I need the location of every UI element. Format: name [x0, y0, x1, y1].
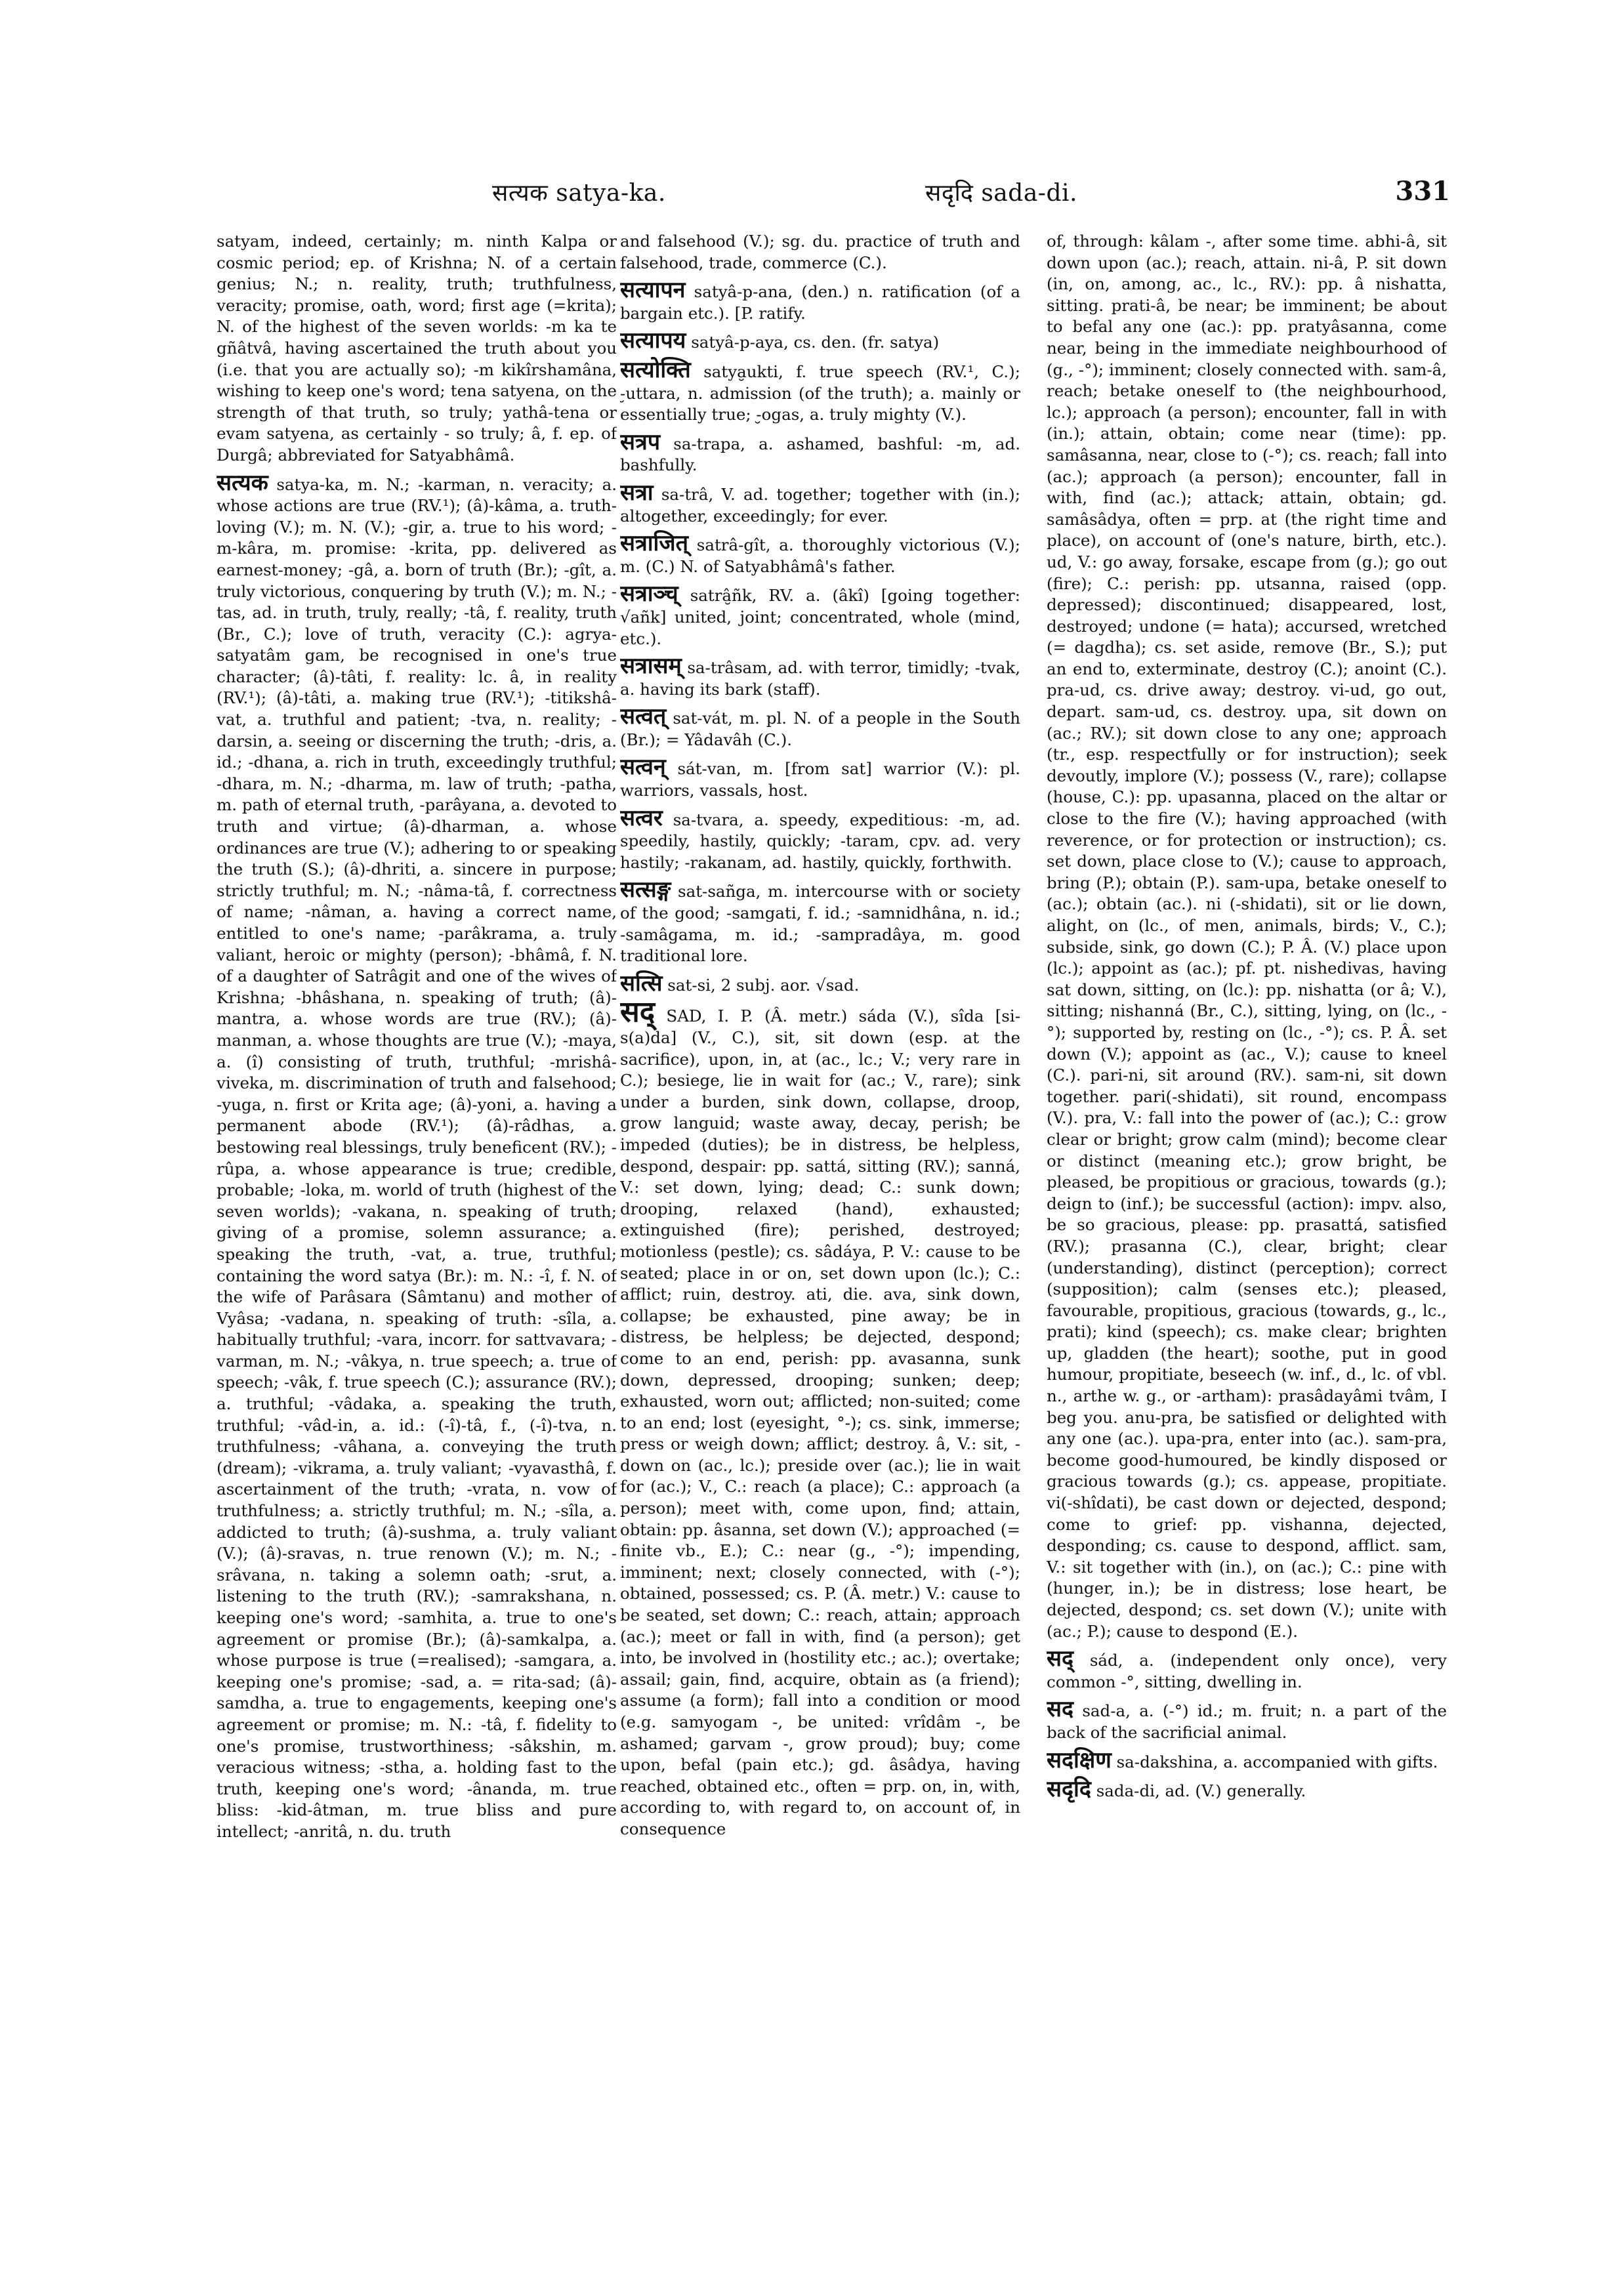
headword-devanagari: सत्यापय	[620, 327, 686, 354]
dictionary-entry	[620, 279, 1020, 324]
entry-text: sa-trapa, a. ashamed, bashful: -m, ad. bashfully.	[620, 434, 1020, 475]
entry-text: sat-si, 2 subj. aor. √sad.	[667, 975, 860, 995]
headword-devanagari: सदक्षिण	[1047, 1747, 1112, 1773]
dictionary-entry	[620, 970, 1020, 997]
entry-text: satrâ̮ñk, RV. a. (âkî) [going together: √añk] united, joint; concentrated, whole (mind, etc.).	[620, 586, 1020, 648]
dictionary-entry	[620, 756, 1020, 801]
dictionary-entry	[1047, 1747, 1447, 1773]
headword-devanagari: सत्रासम्	[620, 653, 682, 680]
running-head-center: सदृदि sada-di.	[925, 180, 1077, 207]
column-2	[620, 231, 1020, 2134]
entry-text: sa-trâ, V. ad. together; together with (in.); altogether, exceedingly; for ever.	[620, 484, 1020, 526]
entry-text: of, through: kâlam -, after some time. abhi-â, sit down upon (ac.); reach, attain. ni-â, P. sit down (in, on, among, ac., lc., RV.): pp. â nishatta, sitting. prati-â, be near; be imminent; be about to befal any one (ac.): pp. pratyâsanna, come near, being in the immediate neighbourhood of (g., -°); imminent; closely connected with. sam-â, reach; betake oneself to (the neighbourhood, lc.); approach (a person); encounter, fall in with (in.); attain, obtain; come near (time): pp. samâsanna, near, close to (-°); cs. reach; fall into (ac.); approach (a person); encounter, fall in with, find (ac.); attack; attain, obtain; gd. samâsâdya, often = prp. at (the right time and place), on account of (one's nature, birth, etc.). ud, V.: go away, forsake, escape from (g.); go out (fire); C.: perish: pp. utsanna, raised (opp. depressed); discontinued; disappeared, lost, destroyed; undone (= hata); accursed, wretched (= dagdha); cs. set aside, remove (Br., S.); put an end to, exterminate, destroy (C.); anoint (C.). pra-ud, cs. drive away; destroy. vi-ud, go out, depart. sam-ud, cs. destroy. upa, sit down on (ac.; RV.); sit down close to any one; approach (tr., esp. respectfully or for instruction); seek devoutly, implore (V.); possess (V., rare); collapse (house, C.): pp. upasanna, placed on the altar or close to the fire (V.); having approached (with reverence, or for protection or instruction); cs. set down, place close to (V.); cause to approach, bring (P.); obtain (P.). sam-upa, betake oneself to (ac.); obtain (ac.). ni (-shidati), sit or lie down, alight, on (lc., of men, animals, birds; V., C.); subside, sink, go down (C.); P. Â. (V.) place upon (lc.); appoint as (ac.); pf. pt. nishedivas, having sat down, sitting, on (lc.): pp. nishatta (or â; V.), sitting; nishanná (Br., C.), sitting, lying, on (lc., -°); supported by, resting on (lc., -°); cs. P. Â. set down (V.); appoint as (ac., V.); cause to kneel (C.). pari-ni, sit around (RV.). sam-ni, sit down together. pari(-shidati), sit round, encompass (V.). pra, V.: fall into the power of (ac.); C.: grow clear or bright; grow calm (mind); become clear or distinct (meaning etc.); grow bright, be pleased, be propitious or gracious, towards (g.); deign to (inf.); be successful (action): impv. also, be so gracious, please: pp. prasattá, satisfied (RV.); prasanna (C.), clear, bright; clear (understanding), distinct (perception); correct (supposition); calm (senses etc.); pleased, favourable, propitious, gracious (towards, g., lc., prati); kind (speech); cs. make clear; brighten up, gladden (the heart); soothe, put in good humour, propitiate, beseech (w. inf., d., lc. of vbl. n., arthe w. g., or -artham): prasâdayâmi tvâm, I beg you. anu-pra, be satisfied or delighted with any one (ac.). upa-pra, enter into (ac.). sam-pra, become good-humoured, be kindly disposed or gracious towards (g.); cs. appease, propitiate. vi(-shîdati), be cast down or dejected, despond; come to grief: pp. vishanna, dejected, desponding; cs. cause to despond, afflict. sam, V.: sit together with (in.), on (ac.); C.: pine with (hunger, in.); be in distress; lose heart, be dejected, despond; cs. set down (V.); unite with (ac.; P.); cause to despond (E.).	[1047, 232, 1447, 1641]
entry-text: SAD, I. P. (Â. metr.) sáda (V.), sîda [si-s(a)da] (V., C.), sit, sit down (esp. at the sacrifice), upon, in, at (ac., lc.; V.; very rare in C.); besiege, lie in wait for (ac.; V., rare); sink under a burden, sink down, collapse, droop, grow languid; waste away, decay, perish; be impeded (duties); be in distress, be helpless, despond, despair: pp. sattá, sitting (RV.); sanná, V.: set down, lying; dead; C.: sunk down; drooping, relaxed (hand), exhausted; extinguished (fire); perished, destroyed; motionless (pestle); cs. sâdáya, P. V.: cause to be seated; place in or on, set down upon (lc.); C.: afflict; ruin, destroy. ati, die. ava, sink down, collapse; be exhausted, pine away; be in distress, be helpless; be dejected, despond; come to an end, perish: pp. avasanna, sunk down, depressed, drooping; sunken; deep; exhausted, worn out; afflicted; non-suited; come to an end; lost (eyesight, °-); cs. sink, immerse; press or weigh down; afflict; destroy. â, V.: sit, - down on (ac., lc.); preside over (ac.); lie in wait for (ac.); V., C.: reach (a place); C.: approach (a person); meet with, come upon, find; attain, obtain: pp. âsanna, set down (V.); approached (= finite vb., E.); C.: near (g., -°); impending, imminent; next; closely connected, with (-°); obtained, possessed; cs. P. (Â. metr.) V.: cause to be seated, set down; C.: reach, attain; approach (ac.); meet or fall in with, find (a person); get into, be involved in (hostility etc.; ac.); overtake; assail; gain, find, acquire, obtain as (a friend); assume (a form); fall into a condition or mood (e.g. samyogam -, be united: vrîdâm -, be ashamed; garvam -, grow proud); buy; come upon, befal (pain etc.); gd. âsâdya, having reached, obtained etc., often = prp. on, in, with, according to, with regard to, on account of, in consequence	[620, 1006, 1020, 1838]
column-1	[217, 231, 617, 2134]
headword-devanagari: सत्सङ्ग	[620, 877, 671, 903]
entry-text: satrâ-gît, a. thoroughly victorious (V.); m. (C.) N. of Satyabhâmâ's father.	[620, 535, 1020, 576]
headword-devanagari: सदृदि	[1047, 1776, 1091, 1803]
dictionary-entry	[217, 231, 617, 466]
dictionary-entry	[620, 995, 1020, 1840]
dictionary-entry	[620, 327, 1020, 354]
headword-devanagari: सत्यक	[217, 469, 268, 496]
headword-devanagari: सत्वन्	[620, 754, 666, 781]
entry-text: sada-di, ad. (V.) generally.	[1096, 1781, 1306, 1801]
entry-text: sát-van, m. [from sat] warrior (V.): pl. warriors, vassals, host.	[620, 759, 1020, 800]
headword-devanagari: सत्योक्ति	[620, 356, 691, 383]
headword-devanagari: सद्	[1047, 1645, 1074, 1672]
page-number: 331	[1395, 176, 1450, 207]
entry-text: and falsehood (V.); sg. du. practice of truth and falsehood, trade, commerce (C.).	[620, 232, 1020, 272]
dictionary-entry	[620, 879, 1020, 966]
headword-devanagari: सत्राञ्च्	[620, 581, 678, 608]
running-head-left: सत्यक satya-ka.	[492, 180, 666, 207]
dictionary-entry	[620, 583, 1020, 650]
entry-text: satyâ-p-aya, cs. den. (fr. satya)	[691, 333, 940, 352]
headword-devanagari: सत्यापन	[620, 277, 686, 304]
entry-text: sat-vát, m. pl. N. of a people in the South (Br.); = Yâdavâh (C.).	[620, 709, 1020, 749]
entry-text: sa-tvara, a. speedy, expeditious: -m, ad. speedily, hastily, quickly; -taram, cpv. ad. very hastily; -rakanam, ad. hastily, quickly, forthwith.	[620, 810, 1020, 872]
dictionary-entry	[620, 804, 1020, 874]
headword-devanagari: सत्वर	[620, 804, 663, 831]
dictionary-entry	[1047, 1696, 1447, 1743]
headword-devanagari: सत्राजित्	[620, 530, 688, 557]
dictionary-entry	[620, 655, 1020, 700]
headword-devanagari: सत्रा	[620, 479, 654, 506]
entry-text: sád, a. (independent only once), very common -°, sitting, dwelling in.	[1047, 1651, 1447, 1691]
dictionary-entry	[217, 469, 617, 1843]
column-3	[1047, 231, 1447, 2134]
dictionary-entry	[620, 428, 1020, 476]
entry-text: sa-trâsam, ad. with terror, timidly; -tvak, a. having its bark (staff).	[620, 658, 1020, 699]
dictionary-entry	[1047, 1776, 1447, 1803]
dictionary-entry	[620, 479, 1020, 527]
dictionary-entry	[1047, 1645, 1447, 1693]
page-header	[217, 176, 1450, 215]
headword-devanagari: सद	[1047, 1696, 1074, 1723]
dictionary-entry	[620, 703, 1020, 751]
dictionary-entry	[620, 530, 1020, 577]
dictionary-entry	[620, 231, 1020, 274]
headword-devanagari: सत्रप	[620, 428, 661, 455]
entry-text: satya-ka, m. N.; -karman, n. veracity; a. whose actions are true (RV.¹); (â)-kâma, a. truth-loving (V.); m. N. (V.); -gir, a. true to his word; -m-kâra, m. promise: -krita, pp. delivered as earnest-money; -gâ, a. born of truth (Br.); -gît, a. truly victorious, conquering by truth (V.); m. N.; -tas, ad. in truth, truly, really; -tâ, f. reality, truth (Br., C.); love of truth, veracity (C.): agrya-satyatâm gam, be recognised in one's true character; (â)-tâti, f. reality: lc. â, in reality (RV.¹); (â)-tâti, a. making true (RV.¹); -titikshâ-vat, a. truthful and patient; -tva, n. reality; -darsin, a. seeing or discerning the truth; -dris, a. id.; -dhana, a. rich in truth, exceedingly truthful; -dhara, m. N.; -dharma, m. law of truth; -patha, m. path of eternal truth, -parâyana, a. devoted to truth and virtue; (â)-dharman, a. whose ordinances are true (V.); adhering to or speaking the truth (S.); (â)-dhriti, a. sincere in purpose; strictly truthful; m. N.; -nâma-tâ, f. correctness of name; -nâman, a. having a correct name, entitled to one's name; -parâkrama, a. truly valiant, heroic or mighty (person); -bhâmâ, f. N. of a daughter of Satrâgit and one of the wives of Krishna; -bhâshana, n. speaking of truth; (â)-mantra, a. whose words are true (RV.); (â)-manman, a. whose thoughts are true (V.); -maya, a. (î) consisting of truth, truthful; -mrishâ-viveka, m. discrimination of truth and falsehood; -yuga, n. first or Krita age; (â)-yoni, a. having a permanent abode (RV.¹); (â)-râdhas, a. bestowing real blessings, truly beneficent (RV.); -rûpa, a. whose appearance is true; credible, probable; -loka, m. world of truth (highest of the seven worlds); -vakana, n. speaking of truth; giving of a promise, solemn assurance; a. speaking the truth, -vat, a. true, truthful; containing the word satya (Br.): m. N.: -î, f. N. of the wife of Parâsara (Sâmtanu) and mother of Vyâsa; -vadana, n. speaking of truth: -sîla, a. habitually truthful; -vara, incorr. for sattvavara; -varman, m. N.; -vâkya, n. true speech; a. true of speech; -vâk, f. true speech (C.); assurance (RV.); a. truthful; -vâdaka, a. speaking the truth, truthful; -vâd-in, a. id.: (-î)-tâ, f., (-î)-tva, n. truthfulness; -vâhana, a. conveying the truth (dream); -vikrama, a. truly valiant; -vyavasthâ, f. ascertainment of the truth; -vrata, n. vow of truthfulness; a. strictly truthful; m. N.; -sîla, a. addicted to truth; (â)-sushma, a. truly valiant (V.); (â)-sravas, n. true renown (V.); m. N.; -srâvana, n. taking a solemn oath; -srut, a. listening to the truth (RV.); -samrakshana, n. keeping one's word; -samhita, a. true to one's agreement or promise (Br.); (â)-samkalpa, a. whose purpose is true (=realised); -samgara, a. keeping one's promise; -sad, a. = rita-sad; (â)-samdha, a. true to engagements, keeping one's agreement or promise; m. N.: -tâ, f. fidelity to one's promise, trustworthiness; -sâkshin, m. veracious witness; -stha, a. holding fast to the truth, keeping one's word; -ânanda, m. true bliss: -kid-âtman, m. true bliss and pure intellect; -anritâ, n. du. truth	[217, 474, 617, 1841]
dictionary-entry	[1047, 231, 1447, 1642]
headword-devanagari: सद्	[620, 995, 656, 1029]
dictionary-entry	[620, 356, 1020, 426]
entry-text: satyâ-p-ana, (den.) n. ratification (of a bargain etc.). [P. ratify.	[620, 282, 1020, 323]
entry-text: sad-a, a. (-°) id.; m. fruit; n. a part of the back of the sacrificial animal.	[1047, 1701, 1447, 1742]
entry-text: sat-sañga, m. intercourse with or society of the good; -samgati, f. id.; -samnidhâna, n. id.; -samâgama, m. id.; -sampradâya, m. good traditional lore.	[620, 882, 1020, 966]
entry-text: sa-dakshina, a. accompanied with gifts.	[1116, 1752, 1438, 1771]
headword-devanagari: सत्सि	[620, 970, 663, 997]
entry-text: satya̮ukti, f. true speech (RV.¹, C.); -̮uttara, n. admission (of the truth); a. mainly or essentially true; -̮ogas, a. truly mighty (V.).	[620, 362, 1020, 424]
headword-devanagari: सत्वत्	[620, 703, 667, 730]
entry-text: satyam, indeed, certainly; m. ninth Kalpa or cosmic period; ep. of Krishna; N. of a certain genius; N.; n. reality, truth; truthfulness, veracity; promise, oath, word; first age (=krita); N. of the highest of the seven worlds: -m ka te gñâtvâ, having ascertained the truth about you (i.e. that you are actually so); -m kikîrshamâna, wishing to keep one's word; tena satyena, on the strength of that truth, so truly; yathâ-tena or evam satyena, as certainly - so truly; â, f. ep. of Durgâ; abbreviated for Satyabhâmâ.	[217, 232, 617, 465]
